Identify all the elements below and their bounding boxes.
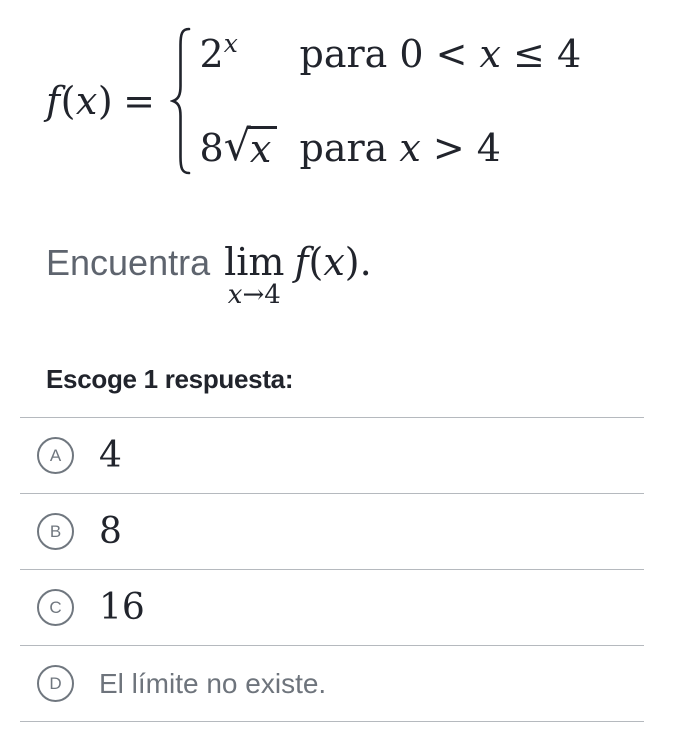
radicand-x: x xyxy=(247,126,277,170)
base-2: 2 xyxy=(199,32,224,76)
subscript-variable: x xyxy=(227,280,243,310)
option-b-label: 8 xyxy=(99,511,122,552)
arg-open-paren: ( xyxy=(308,240,324,284)
condition-variable: x xyxy=(399,126,421,170)
case-row-2 xyxy=(199,121,582,171)
answer-option-b[interactable] xyxy=(20,493,644,569)
condition-pre: 0 < xyxy=(399,32,480,76)
exponent-x: x xyxy=(223,29,238,58)
function-variable: x xyxy=(75,79,98,123)
case-1-condition xyxy=(300,32,582,76)
condition-post: ≤ 4 xyxy=(500,32,582,76)
para-word: para xyxy=(299,126,388,170)
sentence-period: . xyxy=(359,240,372,284)
lhs-close-paren: ) xyxy=(97,79,114,123)
case-1-expression xyxy=(199,29,300,76)
option-c-label: 16 xyxy=(99,587,145,628)
arg-close-paren: ) xyxy=(344,240,360,284)
answer-options-list xyxy=(20,417,644,722)
subscript-target: 4 xyxy=(264,280,281,310)
arrow-icon: → xyxy=(242,280,265,310)
lhs-open-paren: ( xyxy=(60,79,76,123)
piecewise-function xyxy=(46,26,692,176)
coefficient-8: 8 xyxy=(199,126,224,170)
condition-post: > 4 xyxy=(420,126,501,170)
condition-variable: x xyxy=(479,32,501,76)
option-a-label: 4 xyxy=(99,435,122,476)
answer-option-d[interactable] xyxy=(20,645,644,721)
radio-button-a[interactable] xyxy=(37,437,74,474)
question-prompt xyxy=(46,240,692,310)
lim-word: lim xyxy=(224,240,285,284)
radical-expression xyxy=(199,121,278,171)
limit-operator xyxy=(224,240,285,310)
function-lhs xyxy=(46,79,156,123)
arg-function-name: f xyxy=(294,240,309,284)
limit-argument xyxy=(294,240,371,284)
answer-option-c[interactable] xyxy=(20,569,644,645)
case-2-condition xyxy=(300,126,501,170)
sqrt-icon: √ xyxy=(223,121,251,171)
option-d-label: El límite no existe. xyxy=(99,667,327,699)
choose-answer-label: Escoge 1 respuesta: xyxy=(46,364,294,394)
function-name: f xyxy=(46,79,61,123)
case-2-expression xyxy=(199,121,300,171)
limit-subscript xyxy=(228,280,281,310)
option-letter: A xyxy=(49,445,62,465)
case-row-1 xyxy=(199,29,582,76)
option-letter: B xyxy=(49,521,62,541)
piecewise-brace-icon xyxy=(170,26,194,176)
option-letter: C xyxy=(49,597,62,617)
option-letter: D xyxy=(49,673,62,693)
para-word: para xyxy=(299,32,388,76)
arg-variable: x xyxy=(323,240,345,284)
radio-button-b[interactable] xyxy=(37,513,74,550)
radio-button-d[interactable] xyxy=(37,665,74,702)
equals-sign: = xyxy=(123,79,156,123)
radio-button-c[interactable] xyxy=(37,589,74,626)
piecewise-cases xyxy=(200,30,582,172)
answer-option-a[interactable] xyxy=(20,417,644,493)
prompt-prefix: Encuentra xyxy=(46,242,211,283)
